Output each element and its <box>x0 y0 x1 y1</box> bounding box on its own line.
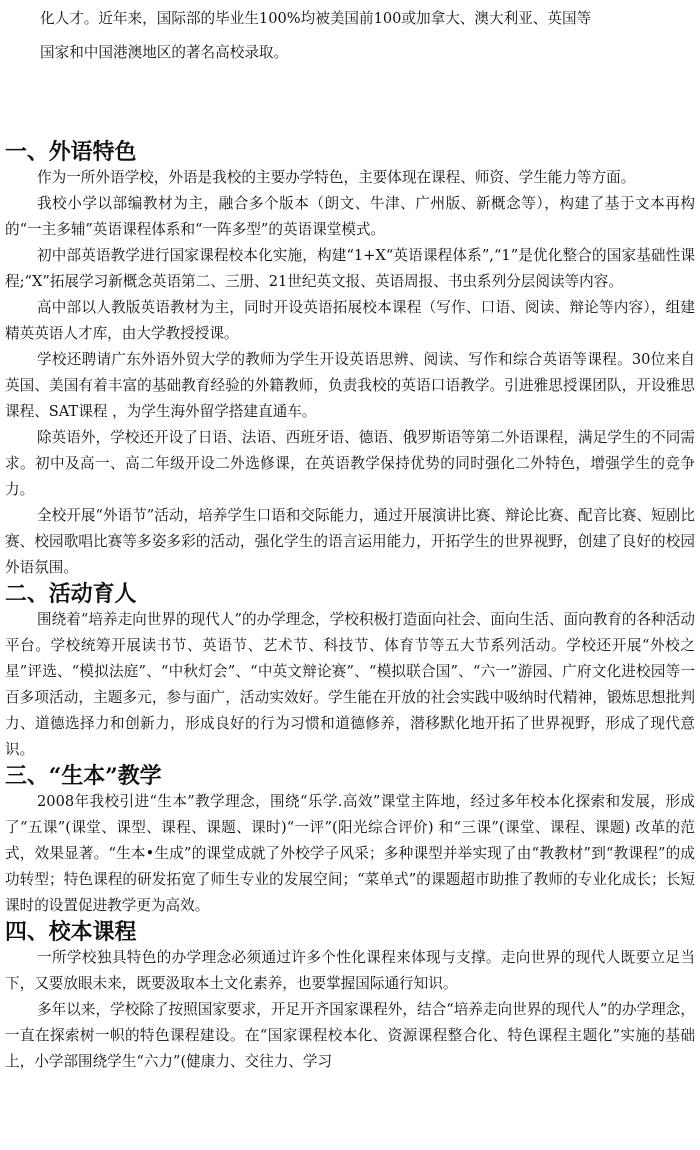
paragraph: 高中部以人教版英语教材为主，同时开设英语拓展校本课程（写作、口语、阅读、辩论等内容），组建精英英语人才库，由大学教授授课。 <box>5 299 695 342</box>
intro-block <box>0 0 700 70</box>
section-foreign-language <box>0 139 700 581</box>
section-heading: 一、外语特色 <box>5 139 137 165</box>
paragraph: 学校还聘请广东外语外贸大学的教师为学生开设英语思辨、阅读、写作和综合英语等课程。30位来自英国、美国有着丰富的基础教育经验的外籍教师，负责我校的英语口语教学。引进雅思授课团队，开设雅思课程、SAT课程 ，为学生海外留学搭建直通车。 <box>5 351 695 420</box>
paragraph: 围绕着“培养走向世界的现代人”的办学理念，学校积极打造面向社会、面向生活、面向教育的各种活动平台。学校统筹开展读书节、英语节、艺术节、科技节、体育节等五大节系列活动。学校还开展“外校之星”评选、“模拟法庭”、“中秋灯会”、“中英文辩论赛”、“模拟联合国”、“六一”游园、广府文化进校园等一百多项活动，主题多元，参与面广，活动实效好。学生能在开放的社会实践中吸纳时代精神，锻炼思想批判力、道德选择力和创新力，形成良好的行为习惯和道德修养，潜移默化地开拓了世界视野，形成了现代意识。 <box>5 611 695 758</box>
paragraph: 多年以来，学校除了按照国家要求，开足开齐国家课程外，结合“培养走向世界的现代人”的办学理念，一直在探索树一帜的特色课程建设。在“国家课程校本化、资源课程整合化、特色课程主题化”实施的基础上，小学部围绕学生“六力”(健康力、交往力、学习 <box>5 1001 695 1070</box>
section-heading: 四、校本课程 <box>5 919 137 945</box>
section-heading: 二、活动育人 <box>5 581 137 607</box>
document-body <box>0 139 700 1075</box>
section-school-curriculum <box>0 919 700 1075</box>
paragraph: 一所学校独具特色的办学理念必须通过许多个性化课程来体现与支撑。走向世界的现代人既要立足当下，又要放眼未来，既要汲取本土文化素养，也要掌握国际通行知识。 <box>5 949 695 992</box>
paragraph: 全校开展“外语节”活动，培养学生口语和交际能力，通过开展演讲比赛、辩论比赛、配音比赛、短剧比赛、校园歌唱比赛等多姿多彩的活动，强化学生的语言运用能力，开拓学生的世界视野，创建了良好的校园外语氛围。 <box>5 507 695 576</box>
paragraph: 2008年我校引进“生本”教学理念，围绕“乐学.高效”课堂主阵地，经过多年校本化探索和发展，形成了“五课”(课堂、课型、课程、课题、课时)“一评”(阳光综合评价) 和“三课”(课堂、课程、课题) 改革的范式，效果显著。“生本•生成”的课堂成就了外校学子风采；多种课型并举实现了由“教教材”到“教课程”的成功转型；特色课程的研发拓宽了师生专业的发展空间；“菜单式”的课题超市助推了教师的专业化成长；长短课时的设置促进教学更为高效。 <box>5 793 695 914</box>
paragraph: 除英语外，学校还开设了日语、法语、西班牙语、德语、俄罗斯语等第二外语课程，满足学生的不同需求。初中及高一、高二年级开设二外选修课，在英语教学保持优势的同时强化二外特色，增强学生的竞争力。 <box>5 429 695 498</box>
paragraph: 我校小学以部编教材为主，融合多个版本（朗文、牛津、广州版、新概念等），构建了基于文本再构的“一主多辅”英语课程体系和“一阵多型”的英语课堂模式。 <box>5 195 695 238</box>
section-activities <box>0 581 700 763</box>
intro-line: 国家和中国港澳地区的著名高校录取。 <box>40 44 289 61</box>
section-heading: 三、“生本”教学 <box>5 763 162 789</box>
paragraph: 初中部英语教学进行国家课程校本化实施，构建“1+X“英语课程体系”,“1”是优化整合的国家基础性课程;“X”拓展学习新概念英语第二、三册、21世纪英文报、英语周报、书虫系列分层阅读等内容。 <box>5 247 695 290</box>
intro-line: 化人才。近年来，国际部的毕业生100%均被美国前100或加拿大、澳大利亚、英国等 <box>40 10 592 27</box>
section-student-centered-teaching <box>0 763 700 919</box>
paragraph: 作为一所外语学校，外语是我校的主要办学特色，主要体现在课程、师资、学生能力等方面。 <box>37 169 636 186</box>
